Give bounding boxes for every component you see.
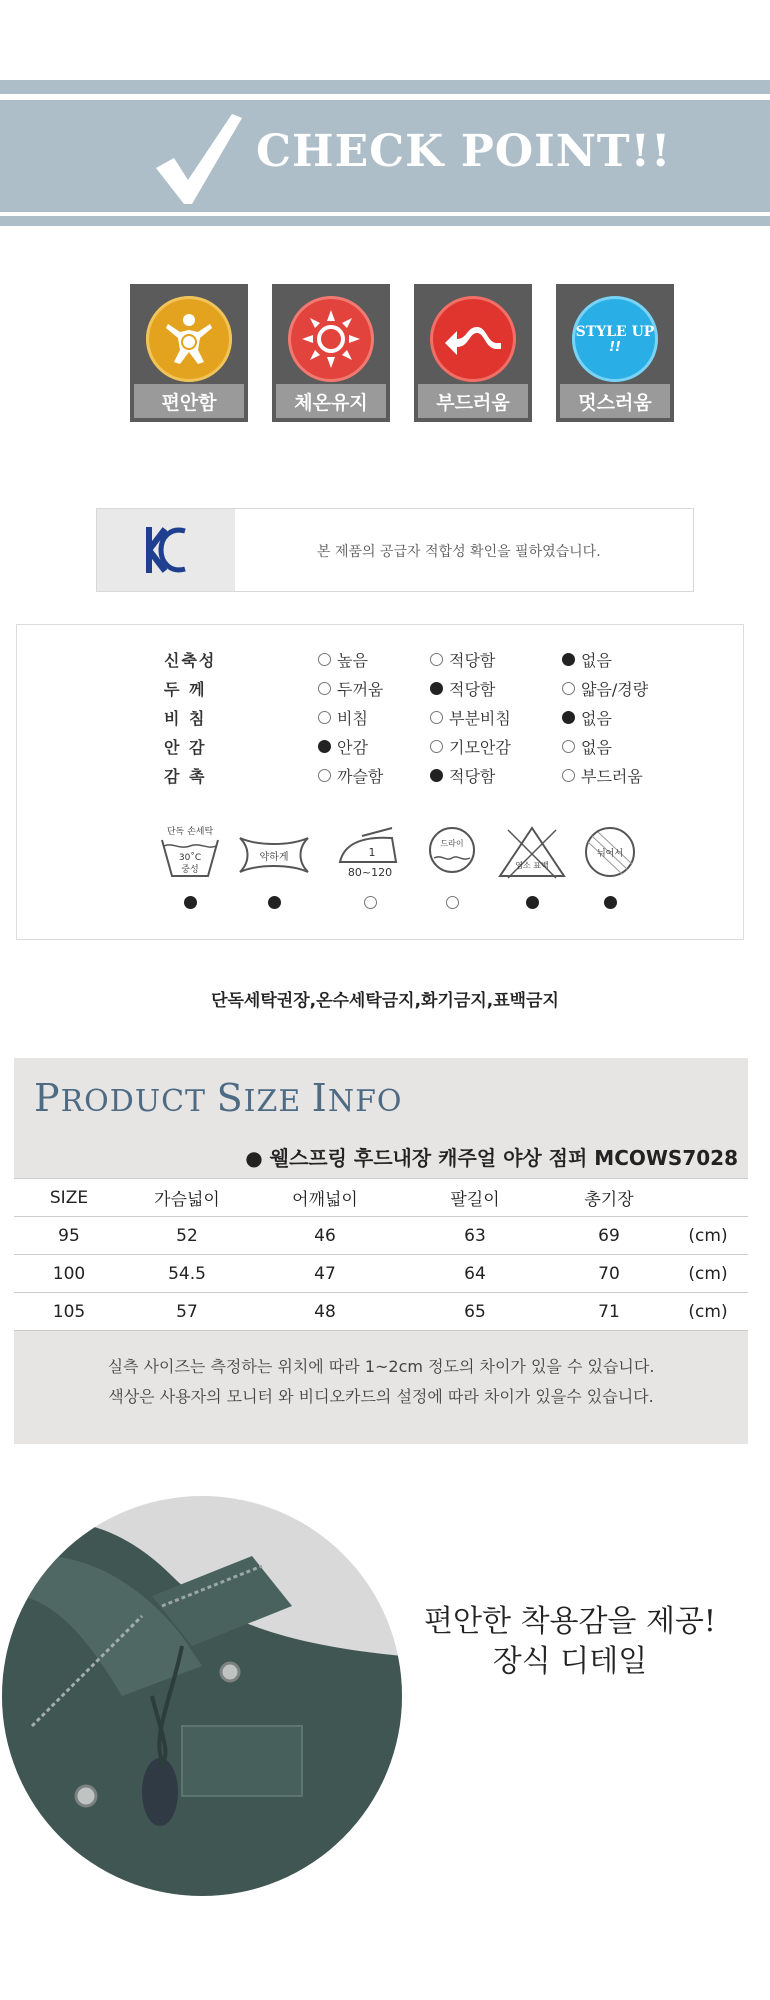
care-selected-dot xyxy=(268,896,281,909)
kc-text: 본 제품의 공급자 적합성 확인을 필하였습니다. xyxy=(317,544,601,560)
table-cell: (cm) xyxy=(668,1293,748,1331)
material-option xyxy=(562,735,612,758)
style-up-icon xyxy=(572,296,658,382)
option-text: 없음 xyxy=(581,709,612,728)
check-point-title: CHECK POINT!! xyxy=(256,126,672,177)
table-header: SIZE xyxy=(14,1179,124,1217)
care-text: 단독 손세탁 xyxy=(166,827,214,837)
material-option xyxy=(318,706,368,729)
table-cell: (cm) xyxy=(668,1217,748,1255)
option-text: 안감 xyxy=(337,738,368,757)
material-label: 안 감 xyxy=(164,738,207,757)
detail-photo xyxy=(2,1496,402,1896)
feature-warmth xyxy=(272,284,390,422)
material-option xyxy=(318,764,383,787)
radio-dot-icon xyxy=(562,740,575,753)
radio-dot-icon xyxy=(318,682,331,695)
size-table xyxy=(14,1178,748,1331)
care-text: 중성 xyxy=(181,865,199,875)
care-text: 1 xyxy=(368,846,376,859)
material-option xyxy=(430,764,495,787)
table-cell: 105 xyxy=(14,1293,124,1331)
banner-top-stripe xyxy=(0,80,770,94)
dry-clean-icon xyxy=(414,824,490,880)
table-header: 어깨넓이 xyxy=(250,1179,400,1217)
table-header: 팔길이 xyxy=(400,1179,550,1217)
kc-logo-icon xyxy=(97,509,235,591)
table-cell: 100 xyxy=(14,1255,124,1293)
size-info-panel xyxy=(14,1058,748,1444)
option-text: 적당함 xyxy=(449,680,496,699)
radio-dot-filled-icon xyxy=(318,740,331,753)
table-cell: 48 xyxy=(250,1293,400,1331)
option-text: 기모안감 xyxy=(449,738,511,757)
care-selected-dot xyxy=(526,896,539,909)
size-note: 색상은 사용자의 모니터 와 비디오카드의 설정에 따라 차이가 있을수 있습니다. xyxy=(108,1387,654,1406)
radio-dot-filled-icon xyxy=(430,769,443,782)
table-cell: (cm) xyxy=(668,1255,748,1293)
table-row xyxy=(14,1255,748,1293)
material-option xyxy=(318,735,368,758)
table-row xyxy=(14,1293,748,1331)
material-option xyxy=(430,735,511,758)
style-up-exclaim: !! xyxy=(609,339,621,355)
material-label: 신축성 xyxy=(164,651,217,670)
feature-label: 부드러움 xyxy=(418,384,528,418)
table-cell: 57 xyxy=(124,1293,250,1331)
option-text: 비침 xyxy=(337,709,368,728)
option-text: 적당함 xyxy=(449,767,496,786)
checkmark-icon xyxy=(152,110,244,206)
table-cell: 95 xyxy=(14,1217,124,1255)
radio-dot-icon xyxy=(430,711,443,724)
option-text: 두꺼움 xyxy=(337,680,384,699)
material-row xyxy=(0,677,728,705)
option-text: 까슬함 xyxy=(337,767,384,786)
material-label: 두 께 xyxy=(164,680,207,699)
care-unselected-dot xyxy=(364,896,377,909)
table-cell: 69 xyxy=(550,1217,668,1255)
radio-dot-icon xyxy=(430,740,443,753)
radio-dot-icon xyxy=(430,653,443,666)
table-header: 총기장 xyxy=(550,1179,668,1217)
wring-gently-icon xyxy=(236,824,312,880)
feature-label: 멋스러움 xyxy=(560,384,670,418)
wave-arrow-icon xyxy=(430,296,516,382)
care-selected-dot xyxy=(604,896,617,909)
radio-dot-icon xyxy=(318,769,331,782)
jacket-detail-image xyxy=(2,1496,402,1896)
material-label: 비 침 xyxy=(164,709,207,728)
table-row xyxy=(14,1217,748,1255)
material-option xyxy=(318,648,368,671)
table-header-row xyxy=(14,1179,748,1217)
hand-wash-icon xyxy=(152,824,228,880)
material-row xyxy=(0,706,728,734)
size-note: 실측 사이즈는 측정하는 위치에 따라 1~2cm 정도의 차이가 있을 수 있습니다. xyxy=(107,1357,655,1376)
radio-dot-icon xyxy=(562,769,575,782)
care-text: 드라이 xyxy=(440,839,464,848)
table-header xyxy=(668,1179,748,1217)
flat-dry-icon xyxy=(572,824,648,880)
banner-bottom-stripe xyxy=(0,216,770,226)
option-text: 없음 xyxy=(581,738,612,757)
feature-label: 편안함 xyxy=(134,384,244,418)
table-cell: 46 xyxy=(250,1217,400,1255)
option-text: 부드러움 xyxy=(581,767,643,786)
material-row xyxy=(0,648,728,676)
feature-softness xyxy=(414,284,532,422)
table-cell: 65 xyxy=(400,1293,550,1331)
no-bleach-icon xyxy=(494,824,570,880)
option-text: 없음 xyxy=(581,651,612,670)
iron-icon xyxy=(332,824,408,880)
care-text: 뉘어서 xyxy=(596,849,624,859)
table-cell: 64 xyxy=(400,1255,550,1293)
radio-dot-filled-icon xyxy=(562,711,575,724)
care-text: 80~120 xyxy=(347,866,393,879)
sun-icon xyxy=(288,296,374,382)
radio-dot-icon xyxy=(562,682,575,695)
radio-dot-icon xyxy=(318,711,331,724)
care-text: 약하게 xyxy=(259,852,289,863)
style-up-text: STYLE UP xyxy=(575,323,655,340)
bullet-icon: ● xyxy=(245,1146,270,1170)
care-instructions: 단독세탁권장,온수세탁금지,화기금지,표백금지 xyxy=(211,991,559,1011)
radio-dot-filled-icon xyxy=(562,653,575,666)
material-option xyxy=(562,706,612,729)
comfort-person-icon xyxy=(146,296,232,382)
kc-certification-box xyxy=(96,508,694,592)
material-option xyxy=(430,706,511,729)
table-cell: 70 xyxy=(550,1255,668,1293)
care-text: 30˚C xyxy=(178,853,202,863)
detail-caption xyxy=(400,1602,740,1682)
table-header: 가슴넓이 xyxy=(124,1179,250,1217)
material-label: 감 촉 xyxy=(164,767,207,786)
material-option xyxy=(562,648,612,671)
caption-line: 장식 디테일 xyxy=(492,1644,648,1679)
radio-dot-icon xyxy=(318,653,331,666)
care-selected-dot xyxy=(184,896,197,909)
table-cell: 71 xyxy=(550,1293,668,1331)
option-text: 얇음/경량 xyxy=(581,680,649,699)
material-option xyxy=(430,677,495,700)
table-cell: 63 xyxy=(400,1217,550,1255)
product-name: ● 웰스프링 후드내장 캐주얼 야상 점퍼 MCOWS7028 xyxy=(245,1146,738,1170)
table-cell: 52 xyxy=(124,1217,250,1255)
table-cell: 47 xyxy=(250,1255,400,1293)
care-text: 염소 표백 xyxy=(515,861,549,870)
radio-dot-filled-icon xyxy=(430,682,443,695)
feature-style xyxy=(556,284,674,422)
material-option xyxy=(318,677,383,700)
size-info-title: PRODUCT SIZE INFO xyxy=(34,1076,403,1120)
feature-label: 체온유지 xyxy=(276,384,386,418)
material-row xyxy=(0,764,728,792)
material-option xyxy=(562,764,643,787)
care-unselected-dot xyxy=(446,896,459,909)
option-text: 높음 xyxy=(337,651,368,670)
option-text: 적당함 xyxy=(449,651,496,670)
material-option xyxy=(430,648,495,671)
caption-line: 편안한 착용감을 제공! xyxy=(424,1604,716,1639)
option-text: 부분비침 xyxy=(449,709,511,728)
feature-comfort xyxy=(130,284,248,422)
material-row xyxy=(0,735,728,763)
material-option xyxy=(562,677,648,700)
table-cell: 54.5 xyxy=(124,1255,250,1293)
